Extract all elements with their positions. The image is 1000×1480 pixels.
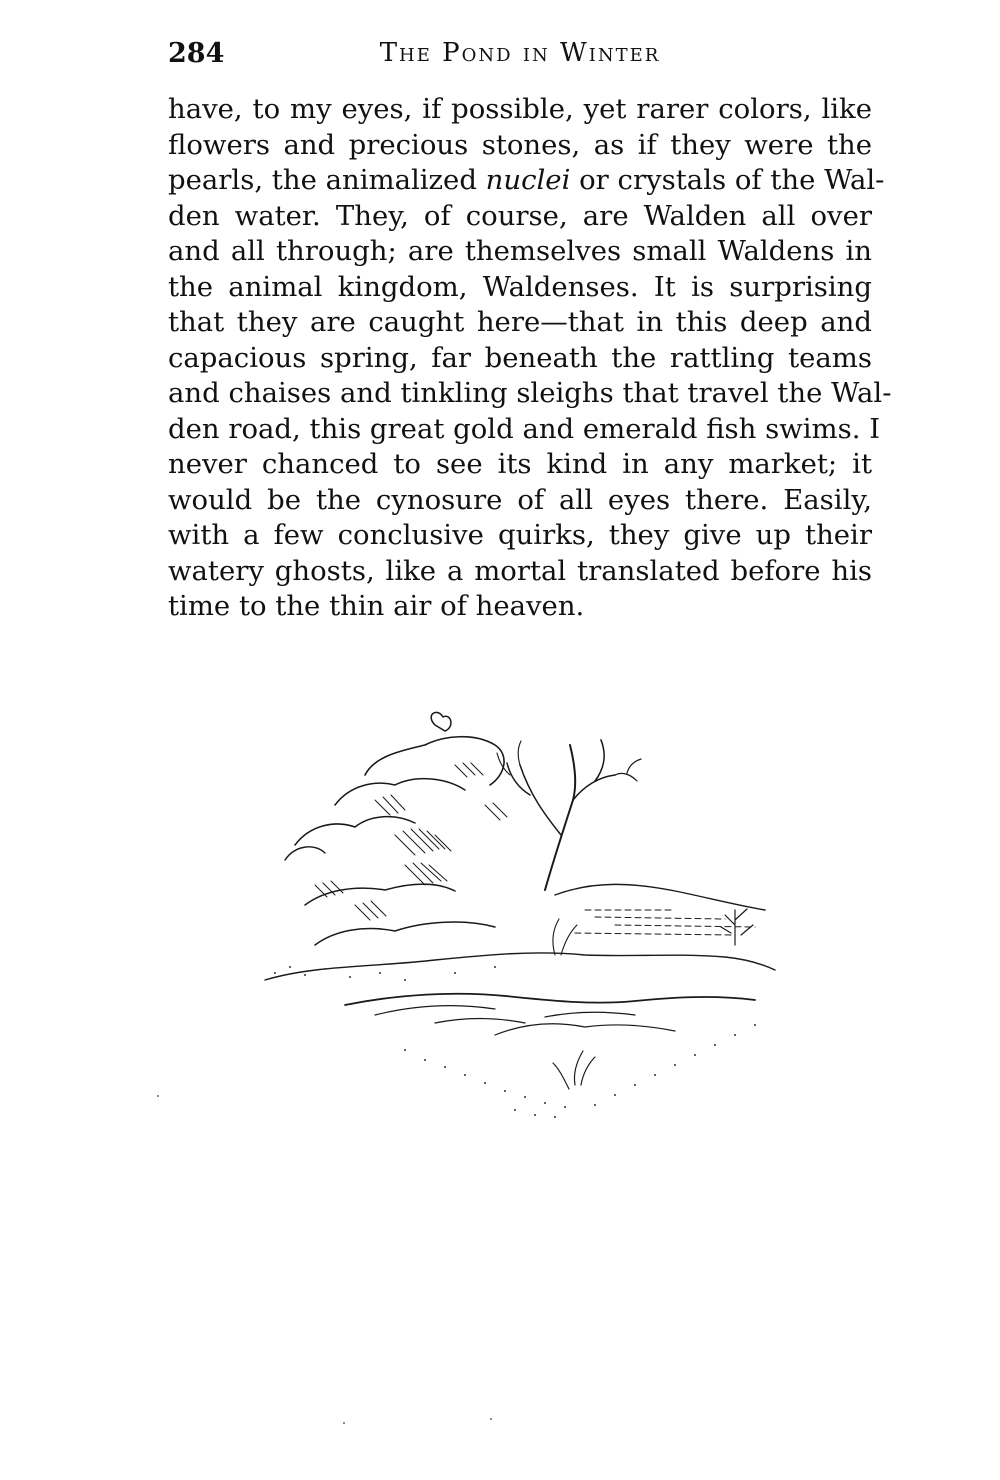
italic-word: nuclei [485, 164, 571, 196]
body-text [168, 92, 892, 625]
text-line: den water. They, of course, are Walden all over [168, 199, 872, 232]
text-line: capacious spring, far beneath the rattling teams [168, 341, 872, 374]
text-line: and all through; are themselves small Waldens in [168, 235, 872, 267]
text-line: the animal kingdom, Waldenses. It is surprising [168, 270, 872, 303]
print-speck [157, 1095, 159, 1097]
running-title: The Pond in Winter [379, 38, 661, 68]
page-number: 284 [168, 38, 225, 69]
text-line: that they are caught here—that in this deep and [168, 306, 872, 338]
text-line: with a few conclusive quirks, they give up their [168, 519, 872, 551]
print-speck [343, 1422, 345, 1424]
text-line: never chanced to see its kind in any market; it [168, 448, 872, 480]
text-line: time to the thin air of heaven. [168, 590, 585, 622]
text-line: would be the cynosure of all eyes there. Easily, [168, 483, 872, 516]
text-line: have, to my eyes, if possible, yet rarer colors, like [168, 93, 872, 125]
text-line: and chaises and tinkling sleighs that travel the Wal- [168, 377, 892, 409]
tree-illustration [255, 705, 795, 1125]
running-head [168, 38, 872, 78]
text-line: den road, this great gold and emerald fish swims. I [168, 412, 881, 445]
text-line: pearls, the animalized nuclei or crystals of the Wal- [168, 164, 885, 196]
print-speck [490, 1418, 492, 1420]
text-line: flowers and precious stones, as if they were the [168, 128, 872, 161]
text-line: watery ghosts, like a mortal translated before his [168, 554, 872, 587]
